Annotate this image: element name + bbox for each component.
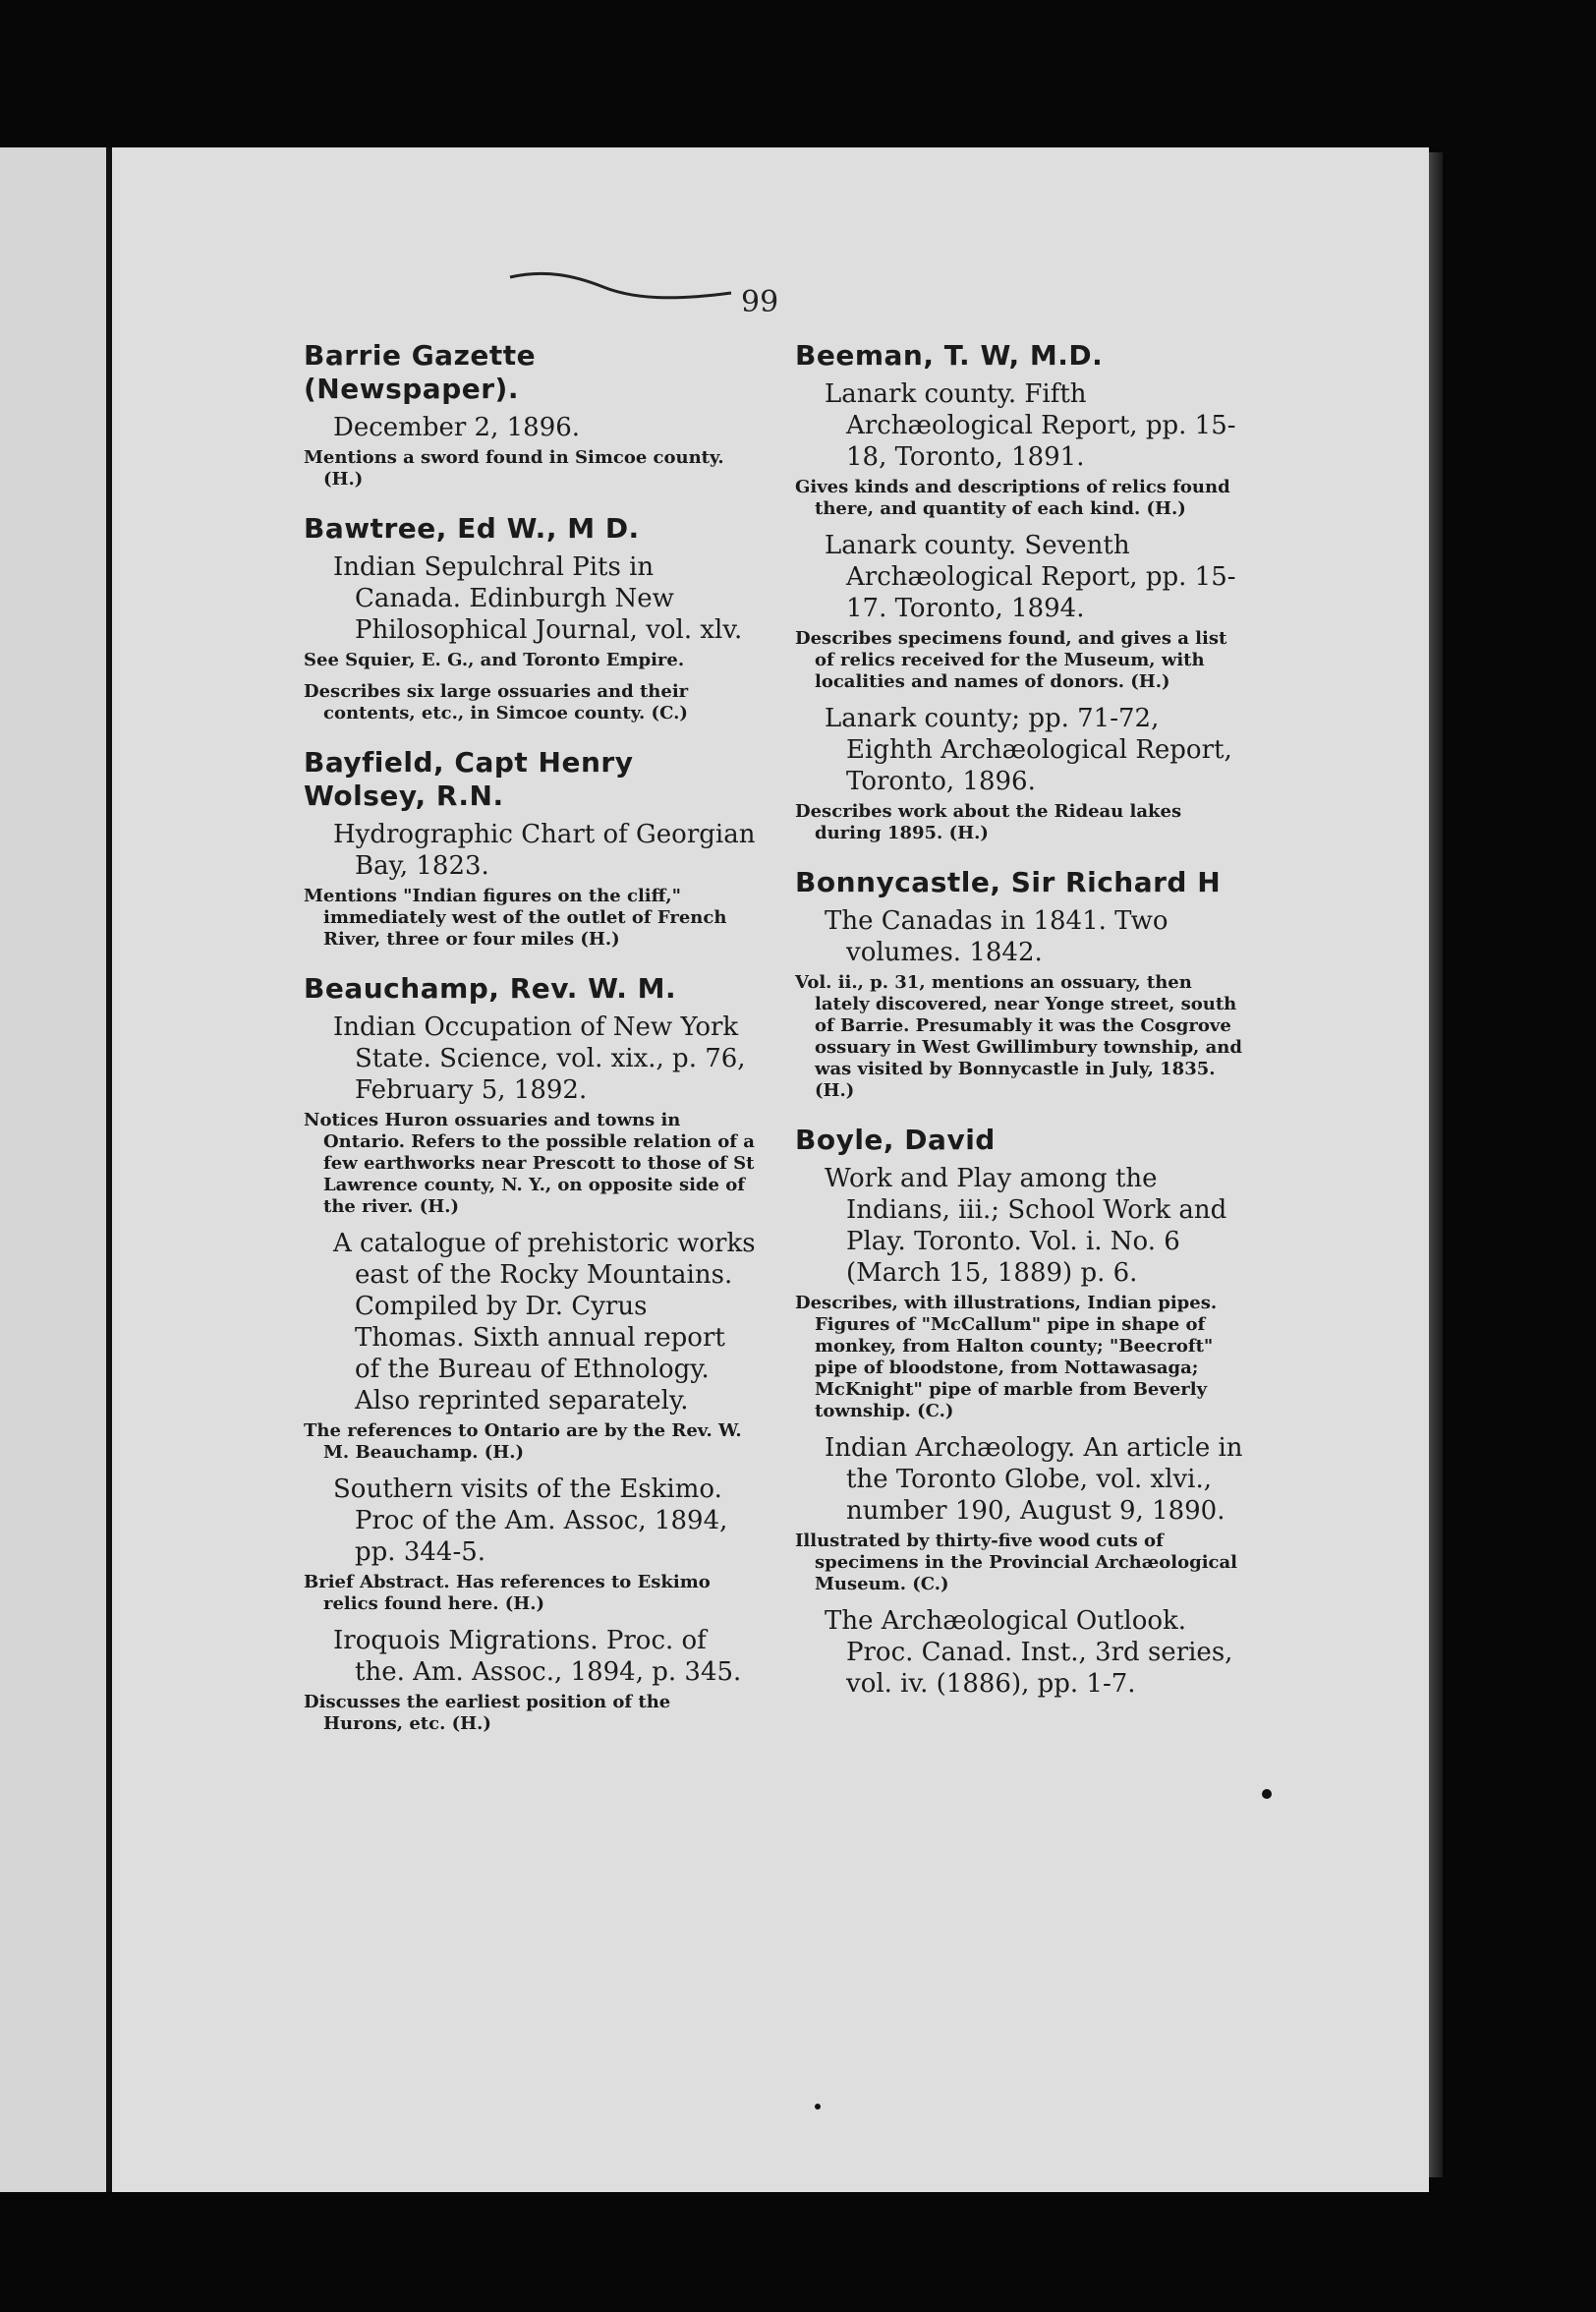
entry-work-title: Hydrographic Chart of Georgian Bay, 1823. xyxy=(333,820,756,881)
entry-work-title: The Canadas in 1841. Two volumes. 1842. xyxy=(825,906,1168,967)
pen-flourish-mark xyxy=(505,265,741,305)
page-number: 99 xyxy=(741,285,779,319)
entry-author: Bawtree, Ed W., M D. xyxy=(304,512,640,545)
entry-annotation: Describes work about the Rideau lakes during 1895. (H.) xyxy=(795,801,1182,843)
entry-work-title: Lanark county; pp. 71-72, Eighth Archæological Report, Toronto, 1896. xyxy=(825,704,1232,796)
entry-work-title: Work and Play among the Indians, iii.; School Work and Play. Toronto. Vol. i. No. 6 (March 15, 1889) p. 6. xyxy=(825,1164,1227,1288)
document-page xyxy=(106,147,1429,2192)
entry-author: Bayfield, Capt Henry Wolsey, R.N. xyxy=(304,746,634,812)
entry-work-title: Iroquois Migrations. Proc. of the. Am. Assoc., 1894, p. 345. xyxy=(333,1626,742,1687)
entry-work-title: Lanark county. Seventh Archæological Report, pp. 15-17. Toronto, 1894. xyxy=(825,531,1236,623)
bibliography-entry xyxy=(304,339,756,491)
bibliography-entry xyxy=(304,746,756,951)
entry-annotation: Vol. ii., p. 31, mentions an ossuary, then lately discovered, near Yonge street, south of Barrie. Presumably it was the Cosgrove ossuary in West Gwillimbury township, and was visited by Bonnycastle in July, 1835. (H.) xyxy=(795,972,1242,1101)
entry-work-title: Southern visits of the Eskimo. Proc of the Am. Assoc, 1894, pp. 344-5. xyxy=(333,1474,728,1567)
entry-annotation: Describes, with illustrations, Indian pipes. Figures of "McCallum" pipe in shape of monkey, from Halton county; "Beecroft" pipe of bloodstone, from Nottawasaga; McKnight" pipe of marble from Beverly township. (C.) xyxy=(795,1293,1218,1421)
entry-work-title: December 2, 1896. xyxy=(333,413,581,442)
entry-annotation: Notices Huron ossuaries and towns in Ontario. Refers to the possible relation of a few earthworks near Prescott to those of St Lawrence county, N. Y., on opposite side of the river. (H.) xyxy=(304,1110,755,1217)
entry-annotation: Gives kinds and descriptions of relics found there, and quantity of each kind. (H.) xyxy=(795,477,1230,519)
entry-annotation: Describes six large ossuaries and their contents, etc., in Simcoe county. (C.) xyxy=(304,681,689,723)
entry-annotation: Discusses the earliest position of the Hurons, etc. (H.) xyxy=(304,1692,671,1734)
bibliography-entry xyxy=(795,339,1247,844)
right-column xyxy=(795,339,1247,1721)
ink-speck xyxy=(815,2104,821,2110)
entry-annotation: See Squier, E. G., and Toronto Empire. xyxy=(304,650,685,670)
entry-author: Beeman, T. W, M.D. xyxy=(795,339,1104,372)
entry-annotation: Mentions "Indian figures on the cliff," immediately west of the outlet of French River, three or four miles (H.) xyxy=(304,886,727,950)
entry-annotation: Describes specimens found, and gives a list of relics received for the Museum, with localities and names of donors. (H.) xyxy=(795,628,1227,692)
entry-author: Bonnycastle, Sir Richard H xyxy=(795,866,1222,898)
bibliography-entry xyxy=(304,512,756,724)
bibliography-entry xyxy=(795,866,1247,1102)
entry-annotation: Mentions a sword found in Simcoe county. (H.) xyxy=(304,447,724,490)
entry-annotation: Illustrated by thirty-five wood cuts of specimens in the Provincial Archæological Museum. (C.) xyxy=(795,1531,1238,1594)
entry-work-title: A catalogue of prehistoric works east of the Rocky Mountains. Compiled by Dr. Cyrus Thomas. Sixth annual report of the Bureau of Ethnology. Also reprinted separately. xyxy=(333,1229,756,1416)
bibliography-entry xyxy=(795,1124,1247,1700)
left-column xyxy=(304,339,756,1757)
entry-work-title: Lanark county. Fifth Archæological Report, pp. 15-18, Toronto, 1891. xyxy=(825,379,1236,472)
entry-work-title: The Archæological Outlook. Proc. Canad. Inst., 3rd series, vol. iv. (1886), pp. 1-7. xyxy=(825,1606,1233,1699)
ink-speck xyxy=(1262,1789,1272,1799)
entry-author: Boyle, David xyxy=(795,1124,996,1156)
entry-work-title: Indian Occupation of New York State. Science, vol. xix., p. 76, February 5, 1892. xyxy=(333,1012,746,1105)
bibliography-entry xyxy=(304,972,756,1735)
entry-author: Beauchamp, Rev. W. M. xyxy=(304,972,677,1005)
entry-annotation: Brief Abstract. Has references to Eskimo relics found here. (H.) xyxy=(304,1572,711,1614)
entry-author: Barrie Gazette (Newspaper). xyxy=(304,339,537,405)
facing-page-edge xyxy=(0,147,118,2192)
entry-work-title: Indian Archæology. An article in the Toronto Globe, vol. xlvi., number 190, August 9, 1890. xyxy=(825,1433,1243,1526)
entry-annotation: The references to Ontario are by the Rev. W. M. Beauchamp. (H.) xyxy=(304,1420,742,1463)
entry-work-title: Indian Sepulchral Pits in Canada. Edinburgh New Philosophical Journal, vol. xlv. xyxy=(333,552,743,645)
